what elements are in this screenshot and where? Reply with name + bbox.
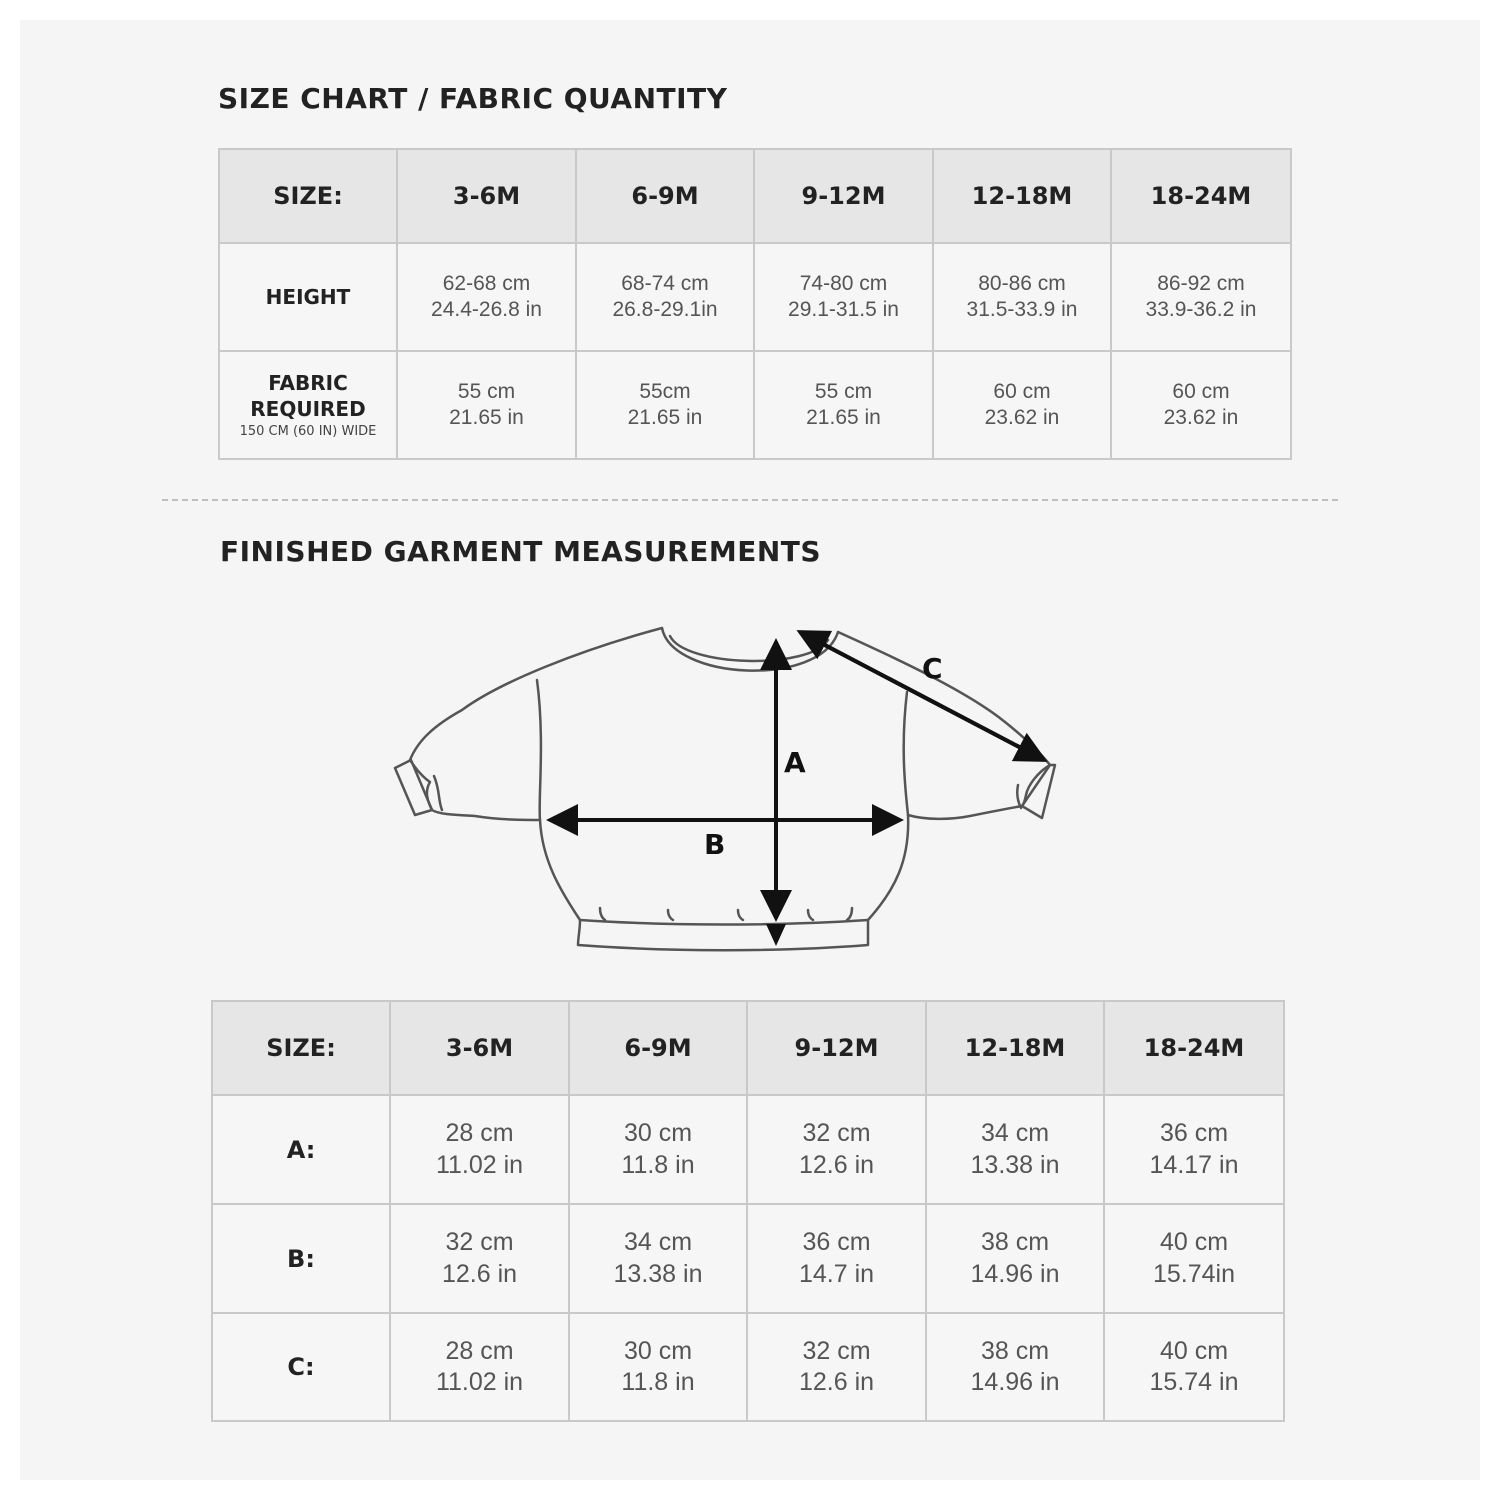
fabric-cell: 55 cm 21.65 in [754, 351, 933, 459]
size-chart-title: SIZE CHART / FABRIC QUANTITY [218, 82, 728, 115]
size-header-cell: 18-24M [1104, 1001, 1284, 1095]
page-panel [20, 20, 1480, 1480]
measurement-cell: 40 cm 15.74 in [1104, 1313, 1284, 1421]
garment-measurements-table [211, 1000, 1285, 1422]
measurement-row-a [212, 1095, 1284, 1204]
height-cell: 62-68 cm 24.4-26.8 in [397, 243, 576, 351]
fabric-label: FABRIC REQUIRED 150 CM (60 IN) WIDE [219, 351, 397, 459]
size-header-label: SIZE: [212, 1001, 390, 1095]
size-header-cell: 9-12M [754, 149, 933, 243]
measurement-cell: 36 cm 14.17 in [1104, 1095, 1284, 1204]
measurement-cell: 32 cm 12.6 in [390, 1204, 569, 1313]
measurement-row-b [212, 1204, 1284, 1313]
row-label: A: [212, 1095, 390, 1204]
sweater-diagram [20, 20, 1480, 1020]
size-header-cell: 18-24M [1111, 149, 1291, 243]
size-header-cell: 3-6M [390, 1001, 569, 1095]
diagram-label-c: C [922, 652, 943, 685]
row-label: C: [212, 1313, 390, 1421]
measurement-cell: 32 cm 12.6 in [747, 1313, 926, 1421]
measurement-cell: 38 cm 14.96 in [926, 1313, 1104, 1421]
measurement-cell: 28 cm 11.02 in [390, 1313, 569, 1421]
height-cell: 80-86 cm 31.5-33.9 in [933, 243, 1111, 351]
garment-title: FINISHED GARMENT MEASUREMENTS [220, 535, 822, 568]
size-header-cell: 12-18M [933, 149, 1111, 243]
height-cell: 68-74 cm 26.8-29.1in [576, 243, 754, 351]
size-header-cell: 12-18M [926, 1001, 1104, 1095]
diagram-label-a: A [784, 746, 806, 779]
size-header-cell: 6-9M [569, 1001, 747, 1095]
measurement-cell: 34 cm 13.38 in [569, 1204, 747, 1313]
size-header-label: SIZE: [219, 149, 397, 243]
sweater-outline [395, 628, 1055, 950]
measurement-cell: 28 cm 11.02 in [390, 1095, 569, 1204]
a-arrow-bottom-head [766, 924, 786, 946]
row-label: B: [212, 1204, 390, 1313]
size-header-cell: 9-12M [747, 1001, 926, 1095]
measurement-cell: 32 cm 12.6 in [747, 1095, 926, 1204]
garment-header-row [212, 1001, 1284, 1095]
fabric-cell: 60 cm 23.62 in [1111, 351, 1291, 459]
fabric-note: 150 CM (60 IN) WIDE [239, 423, 377, 439]
height-cell: 74-80 cm 29.1-31.5 in [754, 243, 933, 351]
fabric-cell: 55cm 21.65 in [576, 351, 754, 459]
measurement-cell: 30 cm 11.8 in [569, 1095, 747, 1204]
size-header-cell: 6-9M [576, 149, 754, 243]
height-label: HEIGHT [219, 243, 397, 351]
fabric-cell: 60 cm 23.62 in [933, 351, 1111, 459]
measurement-cell: 34 cm 13.38 in [926, 1095, 1104, 1204]
size-header-cell: 3-6M [397, 149, 576, 243]
height-cell: 86-92 cm 33.9-36.2 in [1111, 243, 1291, 351]
measurement-cell: 30 cm 11.8 in [569, 1313, 747, 1421]
diagram-label-b: B [704, 828, 726, 861]
measurement-cell: 40 cm 15.74in [1104, 1204, 1284, 1313]
measurement-cell: 36 cm 14.7 in [747, 1204, 926, 1313]
measurement-cell: 38 cm 14.96 in [926, 1204, 1104, 1313]
fabric-cell: 55 cm 21.65 in [397, 351, 576, 459]
measurement-row-c [212, 1313, 1284, 1421]
